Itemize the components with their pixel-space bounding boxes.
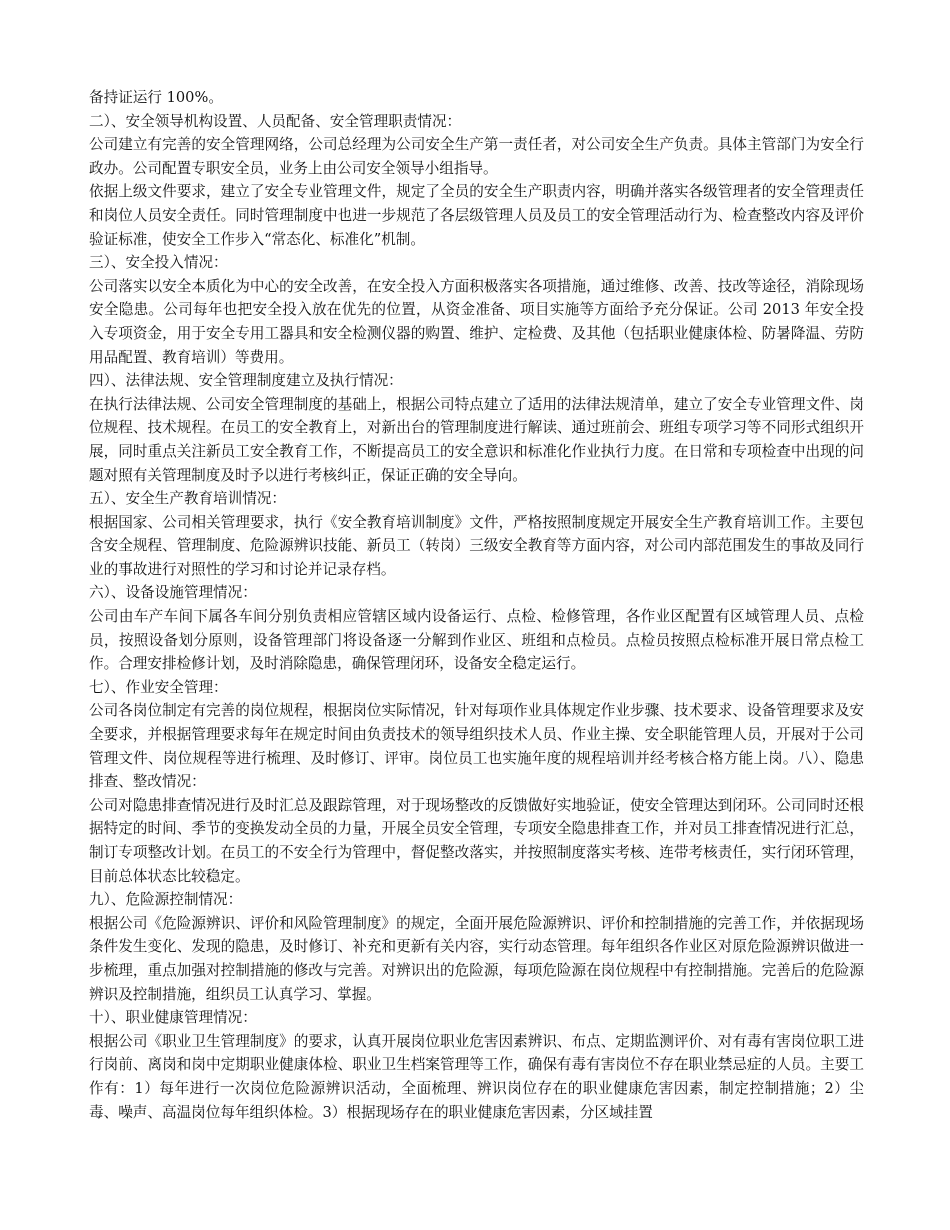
paragraph-occupational-health: 根据公司《职业卫生管理制度》的要求，认真开展岗位职业危害因素辨识、布点、定期监测评价、对有毒有害岗位职工进行岗前、离岗和岗中定期职业健康体检、职业卫生档案管理等工作，确保有毒有害岗位不存在职业禁忌症的人员。主要工作有：1）每年进行一次岗位危险源辨识活动，全面梳理、辨识岗位存在的职业健康危害因素，制定控制措施；2）尘毒、噪声、高温岗位每年组织体检。3）根据现场存在的职业健康危害因素，分区域挂置 (89, 1032, 864, 1121)
paragraph-safety-investment: 公司落实以安全本质化为中心的安全改善，在安全投入方面积极落实各项措施，通过维修、改善、技改等途径，消除现场安全隐患。公司每年也把安全投入放在优先的位置，从资金准备、项目实施等方面给予充分保证。公司 2013 年安全投入专项资金，用于安全专用工器具和安全检测仪器的购置、维护、定检费、及其他（包括职业健康体检、防暑降温、劳防用品配置、教育培训）等费用。 (89, 277, 864, 366)
paragraph-hazard-control: 根据公司《危险源辨识、评价和风险管理制度》的规定，全面开展危险源辨识、评价和控制措施的完善工作，并依据现场条件发生变化、发现的隐患，及时修订、补充和更新有关内容，实行动态管理。每年组织各作业区对原危险源辨识做进一步梳理，重点加强对控制措施的修改与完善。对辨识出的危险源，每项危险源在岗位规程中有控制措施。完善后的危险源辨识及控制措施，组织员工认真学习、掌握。 (89, 914, 864, 1003)
paragraph-laws-regulations: 在执行法律法规、公司安全管理制度的基础上，根据公司特点建立了适用的法律法规清单，建立了安全专业管理文件、岗位规程、技术规程。在员工的安全教育上，对新出台的管理制度进行解读、通过班前会、班组专项学习等不同形式组织开展，同时重点关注新员工安全教育工作，不断提高员工的安全意识和标准化作业执行力度。在日常和专项检查中出现的问题对照有关管理制度及时予以进行考核纠正，保证正确的安全导向。 (89, 395, 864, 484)
section-heading-7: 七）、作业安全管理： (89, 678, 228, 696)
section-heading-4: 四）、法律法规、安全管理制度建立及执行情况： (89, 372, 403, 390)
section-heading-2: 二）、安全领导机构设置、人员配备、安全管理职责情况： (89, 112, 462, 130)
paragraph-hazard-inspection: 公司对隐患排查情况进行及时汇总及跟踪管理，对于现场整改的反馈做好实地验证，使安全管理达到闭环。公司同时还根据特定的时间、季节的变换发动全员的力量，开展全员安全管理，专项安全隐患排查工作，并对员工排查情况进行汇总，制订专项整改计划。在员工的不安全行为管理中，督促整改落实，并按照制度落实考核、连带考核责任，实行闭环管理，目前总体状态比较稳定。 (89, 796, 864, 885)
paragraph-equipment-management: 公司由车产车间下属各车间分别负责相应管辖区域内设备运行、点检、检修管理，各作业区配置有区域管理人员、点检员，按照设备划分原则，设备管理部门将设备逐一分解到作业区、班组和点检员。点检员按照点检标准开展日常点检工作。合理安排检修计划，及时消除隐患，确保管理闭环，设备安全稳定运行。 (89, 608, 864, 673)
paragraph-safety-network: 公司建立有完善的安全管理网络，公司总经理为公司安全生产第一责任者，对公司安全生产负责。具体主管部门为安全行政办。公司配置专职安全员，业务上由公司安全领导小组指导。 (89, 136, 864, 177)
section-heading-10: 十）、职业健康管理情况： (89, 1009, 257, 1027)
section-heading-9: 九）、危险源控制情况： (89, 891, 243, 909)
section-heading-5: 五）、安全生产教育培训情况： (89, 490, 287, 508)
paragraph-safety-responsibility: 依据上级文件要求，建立了安全专业管理文件，规定了全员的安全生产职责内容，明确并落实各级管理者的安全管理责任和岗位人员安全责任。同时管理制度中也进一步规范了各层级管理人员及员工的安全管理活动行为、检查整改内容及评价验证标准，使安全工作步入“常态化、标准化”机制。 (89, 183, 864, 248)
paragraph-operation-safety: 公司各岗位制定有完善的岗位规程，根据岗位实际情况，针对每项作业具体规定作业步骤、技术要求、设备管理要求及安全要求，并根据管理要求每年在规定时间由负责技术的领导组织技术人员、作业主操、安全职能管理人员，开展对于公司管理文件、岗位规程等进行梳理、及时修订、评审。岗位员工也实施年度的规程培训并经考核合格方能上岗。八）、隐患排查、整改情况： (89, 702, 864, 791)
paragraph-continuation: 备持证运行 100%。 (89, 89, 223, 106)
document-page (89, 86, 864, 1124)
section-heading-6: 六）、设备设施管理情况： (89, 584, 257, 602)
paragraph-safety-training: 根据国家、公司相关管理要求，执行《安全教育培训制度》文件，严格按照制度规定开展安全生产教育培训工作。主要包含安全规程、管理制度、危险源辨识技能、新员工（转岗）三级安全教育等方面内容，对公司内部范围发生的事故及同行业的事故进行对照性的学习和讨论并记录存档。 (89, 513, 864, 578)
section-heading-3: 三）、安全投入情况： (89, 254, 228, 272)
